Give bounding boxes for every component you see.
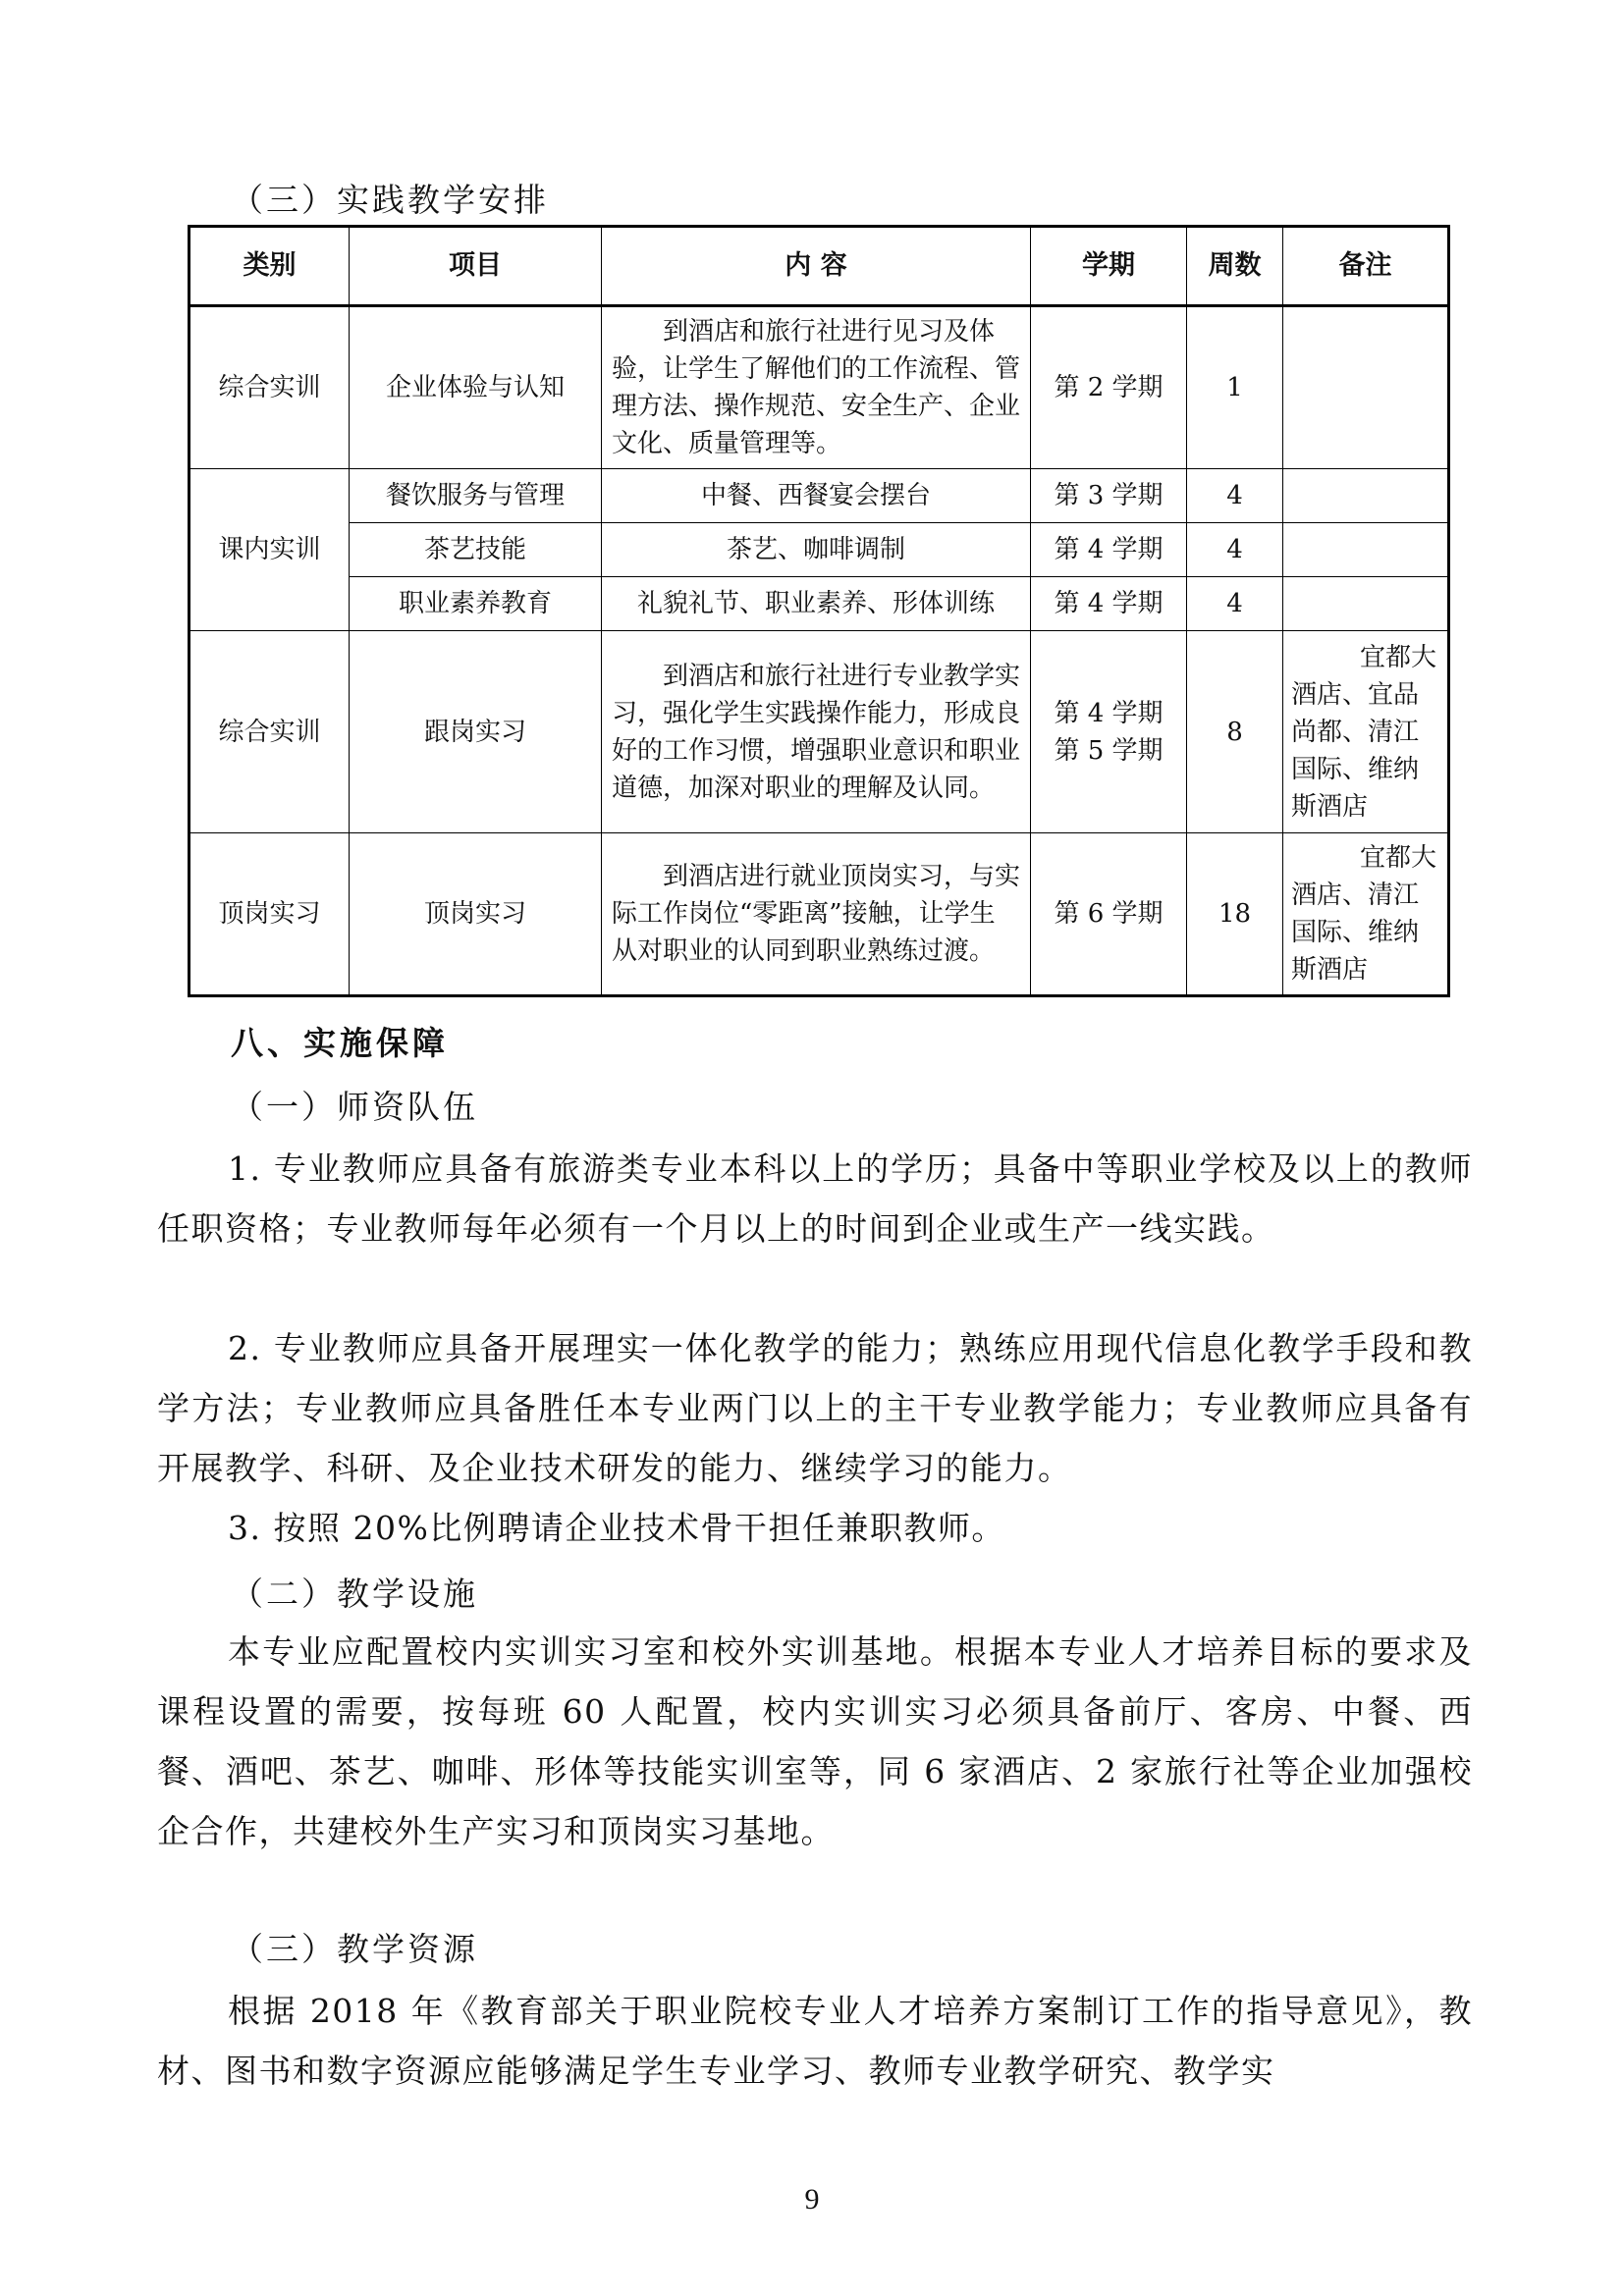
cell-semester: 第 4 学期 bbox=[1031, 577, 1187, 631]
cell-category: 综合实训 bbox=[189, 306, 350, 469]
paragraph: 2. 专业教师应具备开展理实一体化教学的能力；熟练应用现代信息化教学手段和教学方法；专业教师应具备胜任本专业两门以上的主干专业教学能力；专业教师应具备有开展教学、科研、及企业技术研发的能力、继续学习的能力。 bbox=[157, 1329, 1473, 1487]
cell-category: 综合实训 bbox=[189, 631, 350, 833]
cell-weeks: 4 bbox=[1187, 577, 1283, 631]
cell-project: 顶岗实习 bbox=[350, 833, 602, 996]
paragraph: 本专业应配置校内实训实习室和校外实训基地。根据本专业人才培养目标的要求及课程设置的需要，按每班 60 人配置，校内实训实习必须具备前厅、客房、中餐、西餐、酒吧、茶艺、咖啡、形体等技能实训室等，同 6 家酒店、2 家旅行社等企业加强校企合作，共建校外生产实习和顶岗实习基地。 bbox=[157, 1632, 1473, 1850]
paragraph: 3. 按照 20%比例聘请企业技术骨干担任兼职教师。 bbox=[228, 1509, 1005, 1547]
cell-content: 茶艺、咖啡调制 bbox=[602, 523, 1031, 577]
subsection-heading: （三）教学资源 bbox=[231, 1930, 478, 1968]
header-semester: 学期 bbox=[1031, 227, 1187, 306]
cell-weeks: 4 bbox=[1187, 523, 1283, 577]
cell-content: 到酒店和旅行社进行见习及体验，让学生了解他们的工作流程、管理方法、操作规范、安全生产、企业文化、质量管理等。 bbox=[602, 306, 1031, 469]
table-row bbox=[189, 577, 1449, 631]
cell-project: 餐饮服务与管理 bbox=[350, 469, 602, 523]
cell-remarks: 宜都大酒店、宜品尚都、清江国际、维纳斯酒店 bbox=[1283, 631, 1449, 833]
cell-content: 中餐、西餐宴会摆台 bbox=[602, 469, 1031, 523]
semester-line: 第 4 学期 bbox=[1054, 698, 1164, 728]
cell-project: 茶艺技能 bbox=[350, 523, 602, 577]
table-header-row bbox=[189, 227, 1449, 306]
cell-remarks: 宜都大酒店、清江国际、维纳斯酒店 bbox=[1283, 833, 1449, 996]
table-row bbox=[189, 469, 1449, 523]
header-category: 类别 bbox=[189, 227, 350, 306]
paragraph: 1. 专业教师应具备有旅游类专业本科以上的学历；具备中等职业学校及以上的教师任职资格；专业教师每年必须有一个月以上的时间到企业或生产一线实践。 bbox=[157, 1149, 1473, 1248]
header-remarks: 备注 bbox=[1283, 227, 1449, 306]
cell-semester bbox=[1031, 631, 1187, 833]
section-heading: 八、实施保障 bbox=[231, 1024, 449, 1062]
table-row bbox=[189, 631, 1449, 833]
cell-project: 跟岗实习 bbox=[350, 631, 602, 833]
table-caption: （三）实践教学安排 bbox=[231, 181, 549, 219]
header-content: 内 容 bbox=[602, 227, 1031, 306]
cell-semester: 第 6 学期 bbox=[1031, 833, 1187, 996]
cell-content: 到酒店和旅行社进行专业教学实习，强化学生实践操作能力，形成良好的工作习惯，增强职业意识和职业道德，加深对职业的理解及认同。 bbox=[602, 631, 1031, 833]
cell-category: 顶岗实习 bbox=[189, 833, 350, 996]
cell-weeks: 4 bbox=[1187, 469, 1283, 523]
cell-remarks bbox=[1283, 523, 1449, 577]
subsection-heading: （二）教学设施 bbox=[231, 1575, 478, 1613]
cell-remarks bbox=[1283, 469, 1449, 523]
cell-project: 企业体验与认知 bbox=[350, 306, 602, 469]
practice-teaching-table bbox=[188, 225, 1450, 997]
cell-weeks: 1 bbox=[1187, 306, 1283, 469]
cell-remarks bbox=[1283, 577, 1449, 631]
cell-remarks bbox=[1283, 306, 1449, 469]
table-row bbox=[189, 833, 1449, 996]
cell-semester: 第 2 学期 bbox=[1031, 306, 1187, 469]
paragraph: 根据 2018 年《教育部关于职业院校专业人才培养方案制订工作的指导意见》，教材、图书和数字资源应能够满足学生专业学习、教师专业教学研究、教学实 bbox=[157, 1992, 1473, 2090]
table-row bbox=[189, 523, 1449, 577]
semester-line: 第 5 学期 bbox=[1054, 735, 1164, 766]
page-number: 9 bbox=[804, 2183, 820, 2216]
cell-weeks: 18 bbox=[1187, 833, 1283, 996]
subsection-heading: （一）师资队伍 bbox=[231, 1088, 478, 1126]
cell-content: 到酒店进行就业顶岗实习，与实际工作岗位“零距离”接触，让学生从对职业的认同到职业熟练过渡。 bbox=[602, 833, 1031, 996]
table-row bbox=[189, 306, 1449, 469]
header-project: 项目 bbox=[350, 227, 602, 306]
cell-weeks: 8 bbox=[1187, 631, 1283, 833]
cell-category: 课内实训 bbox=[189, 469, 350, 631]
cell-content: 礼貌礼节、职业素养、形体训练 bbox=[602, 577, 1031, 631]
cell-project: 职业素养教育 bbox=[350, 577, 602, 631]
header-weeks: 周数 bbox=[1187, 227, 1283, 306]
cell-semester: 第 3 学期 bbox=[1031, 469, 1187, 523]
cell-semester: 第 4 学期 bbox=[1031, 523, 1187, 577]
